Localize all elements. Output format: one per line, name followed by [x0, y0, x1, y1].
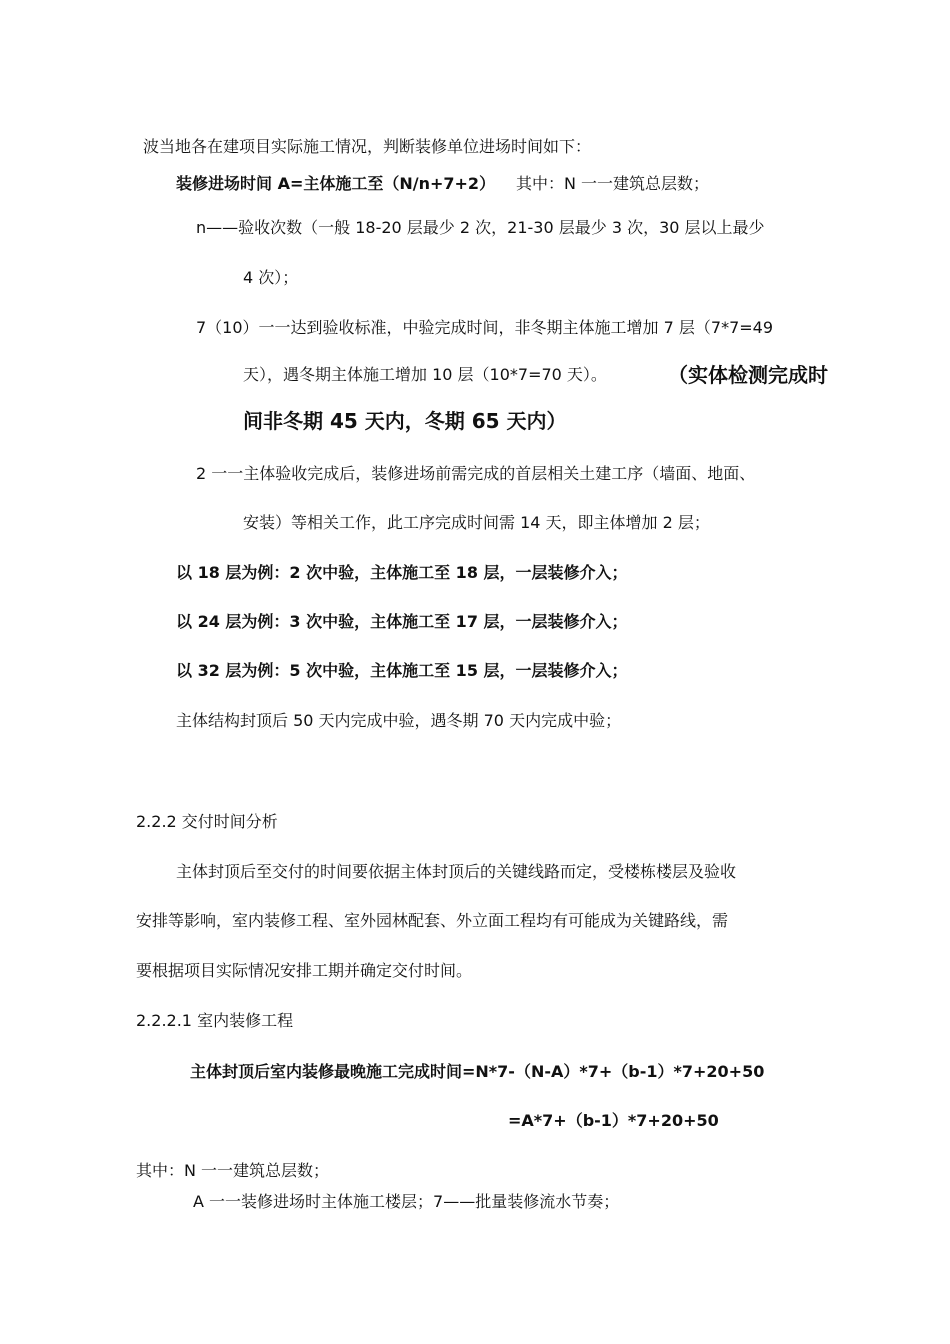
text-line: 主体结构封顶后 50 天内完成中验，遇冬期 70 天内完成中验； [176, 711, 622, 730]
text-line: 其中：N 一一建筑总层数； [136, 1161, 330, 1180]
text-line-bold: 间非冬期 45 天内，冬期 65 天内） [243, 409, 567, 433]
section-heading: 2.2.2.1 室内装修工程 [136, 1011, 294, 1030]
text-line: 波当地各在建项目实际施工情况，判断装修单位进场时间如下： [143, 137, 592, 156]
text-line-bold: 以 32 层为例：5 次中验，主体施工至 15 层，一层装修介入； [176, 661, 628, 680]
text-line-bold: （实体检测完成时 [668, 363, 828, 387]
text-line: n——验收次数（一般 18-20 层最少 2 次，21-30 层最少 3 次，30 层以上最少 [196, 218, 765, 237]
text-line: 安装）等相关工作，此工序完成时间需 14 天，即主体增加 2 层； [243, 513, 710, 532]
text-line: 其中：N 一一建筑总层数； [516, 174, 710, 193]
paragraph-line: 要根据项目实际情况安排工期并确定交付时间。 [136, 961, 473, 980]
formula-line: 主体封顶后室内装修最晚施工完成时间=N*7-（N-A）*7+（b-1）*7+20+50 [190, 1062, 765, 1081]
text-line: 天），遇冬期主体施工增加 10 层（10*7=70 天）。 [243, 365, 607, 384]
text-line-bold: 以 18 层为例：2 次中验，主体施工至 18 层，一层装修介入； [176, 563, 628, 582]
paragraph-line: 安排等影响，室内装修工程、室外园林配套、外立面工程均有可能成为关键路线，需 [136, 911, 729, 930]
text-line: 4 次）； [243, 268, 299, 287]
paragraph-line: 主体封顶后至交付的时间要依据主体封顶后的关键线路而定，受楼栋楼层及验收 [176, 862, 737, 881]
section-heading: 2.2.2 交付时间分析 [136, 812, 278, 831]
text-line-bold: 以 24 层为例：3 次中验，主体施工至 17 层，一层装修介入； [176, 612, 628, 631]
text-line: 2 一一主体验收完成后，装修进场前需完成的首层相关土建工序（墙面、地面、 [196, 464, 756, 483]
text-line-bold: 装修进场时间 A=主体施工至（N/n+7+2） [176, 174, 496, 193]
text-line: 7（10）一一达到验收标准，中验完成时间，非冬期主体施工增加 7 层（7*7=49 [196, 318, 774, 337]
text-line: A 一一装修进场时主体施工楼层；7——批量装修流水节奏； [193, 1192, 620, 1211]
formula-line: =A*7+（b-1）*7+20+50 [508, 1111, 719, 1130]
